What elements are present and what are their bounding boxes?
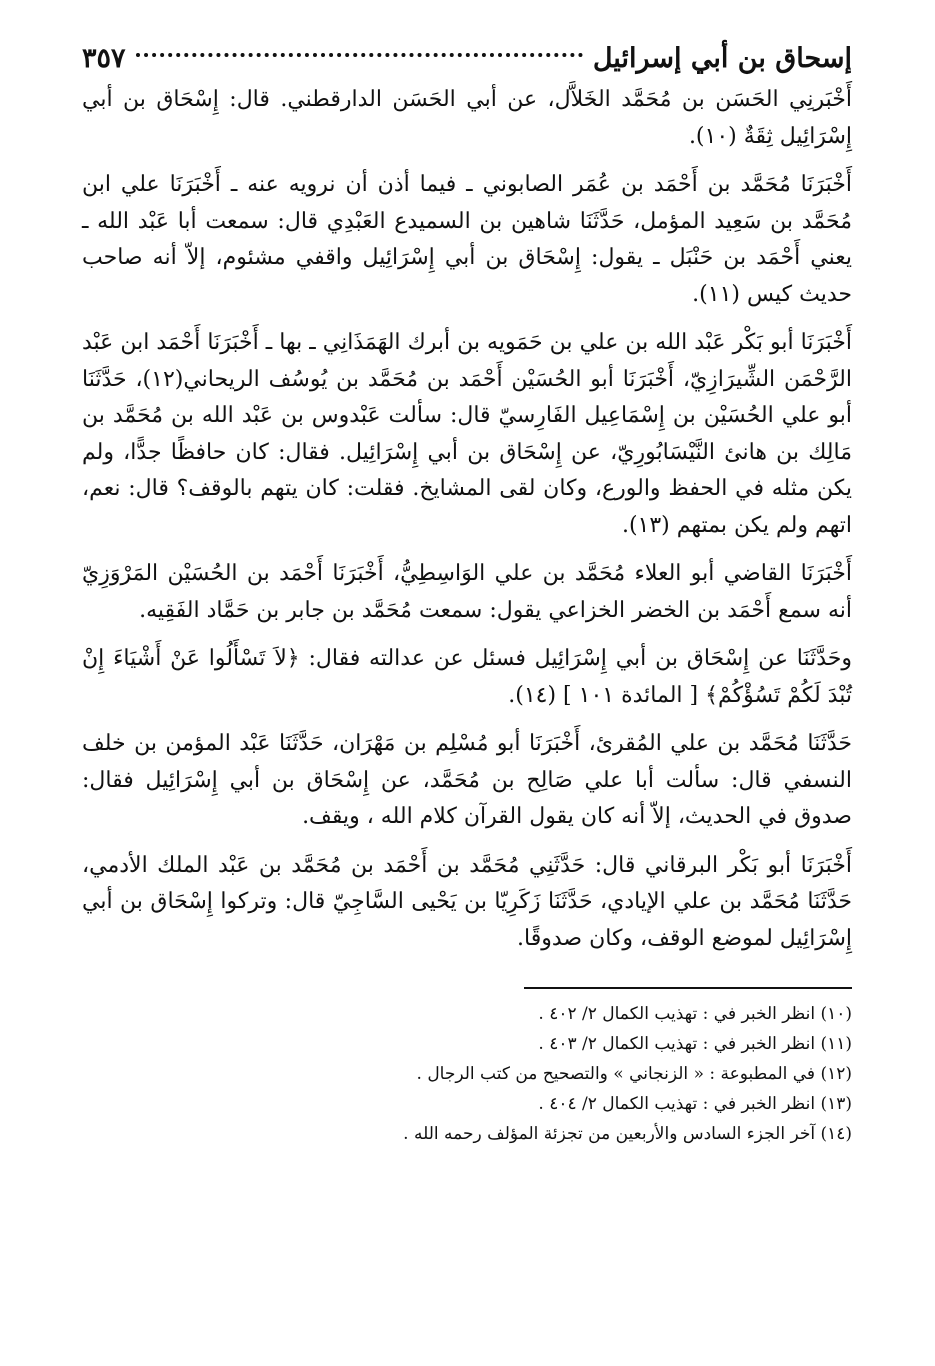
book-page — [82, 36, 852, 1149]
header-title: إسحاق بن أبي إسرائيل — [592, 43, 852, 74]
footnote-10: (١٠) انظر الخبر في : تهذيب الكمال ٢/ ٤٠٢ . — [538, 1004, 852, 1024]
paragraph-2: أَخْبَرَنَا مُحَمَّد بن أَحْمَد بن عُمَر الصابوني ـ فيما أذن أن نرويه عنه ـ أَخْبَرَنَا علي ابن مُحَمَّد بن سَعِيد المؤمل، حَدَّثَنَا شاهين بن السميدع العَبْدِي قال: سمعت أبا عَبْد الله ـ يعني أَحْمَد بن حَنْبَل ـ يقول: إِسْحَاق بن أبي إِسْرَائِيل واقفي مشئوم، إلاّ أنه صاحب حديث كيس (١١). — [82, 172, 852, 307]
footnote-14: (١٤) آخر الجزء السادس والأربعين من تجزئة المؤلف رحمه الله . — [403, 1124, 852, 1144]
dotted-leader — [136, 53, 583, 57]
running-header — [82, 36, 852, 82]
paragraph-3: أَخْبَرَنَا أبو بَكْر عَبْد الله بن علي بن حَمَويه بن أبرك الهَمَذَانِي ـ بها ـ أَخْبَرَنَا أَحْمَد ابن عَبْد الرَّحْمَن الشِّيرَازِيّ، أَخْبَرَنَا أبو الحُسَيْن أَحْمَد بن مُحَمَّد بن يُوسُف الريحاني(١٢)، حَدَّثَنَا أبو علي الحُسَيْن بن إِسْمَاعِيل الفَارِسيّ قال: سألت عَبْدوس بن عَبْد الله بن مُحَمَّد بن مَالِك بن هانئ النَّيْسَابُورِيّ، عن إِسْحَاق بن أبي إِسْرَائِيل. فقال: كان حافظًا جدًّا، ولم يكن مثله في الحفظ والورع، وكان لقى المشايخ. فقلت: كان يتهم بالوقف؟ قال: نعم، اتهم ولم يكن بمتهم (١٣). — [82, 330, 852, 538]
footnotes — [82, 999, 852, 1149]
paragraph-6: حَدَّثَنَا مُحَمَّد بن علي المُقرئ، أَخْبَرَنَا أبو مُسْلِم بن مَهْرَان، حَدَّثَنَا عَبْد المؤمن بن خلف النسفي قال: سألت أبا علي صَالِح بن مُحَمَّد، عن إِسْحَاق بن أبي إِسْرَائِيل فقال: صدوق في الحديث، إلاّ أنه كان يقول القرآن كلام الله ، ويقف. — [82, 731, 852, 829]
footnote-12: (١٢) في المطبوعة : « الزنجاني » والتصحيح من كتب الرجال . — [416, 1064, 852, 1084]
paragraph-7: أَخْبَرَنَا أبو بَكْر البرقاني قال: حَدَّثَنِي مُحَمَّد بن أَحْمَد بن مُحَمَّد بن عَبْد الملك الأدمي، حَدَّثَنَا مُحَمَّد بن علي الإيادي، حَدَّثَنَا زَكَرِيّا بن يَحْيى السَّاجِيّ قال: وتركوا إِسْحَاق بن أبي إِسْرَائِيل لموضع الوقف، وكان صدوقًا. — [82, 852, 852, 951]
footnote-11: (١١) انظر الخبر في : تهذيب الكمال ٢/ ٤٠٣ . — [538, 1034, 852, 1054]
footnote-divider — [524, 987, 852, 989]
paragraph-4: أَخْبَرَنَا القاضي أبو العلاء مُحَمَّد بن علي الوَاسِطِيُّ، أَخْبَرَنَا أَحْمَد بن الحُسَيْن المَرْوَزِيّ أنه سمع أَحْمَد بن الخضر الخزاعي يقول: سمعت مُحَمَّد بن جابر بن حَمَّاد الفَقِيه. — [82, 561, 852, 623]
footnote-13: (١٣) انظر الخبر في : تهذيب الكمال ٢/ ٤٠٤ . — [538, 1094, 852, 1114]
page-number: ٣٥٧ — [82, 43, 126, 74]
paragraph-1: أَخْبَرنِي الحَسَن بن مُحَمَّد الخَلاَّل، عن أبي الحَسَن الدارقطني. قال: إِسْحَاق بن أبي إِسْرَائِيل ثِقَةٌ (١٠). — [82, 87, 852, 149]
main-text — [82, 82, 852, 957]
paragraph-5: وحَدَّثَنَا عن إِسْحَاق بن أبي إِسْرَائِيل فسئل عن عدالته فقال: ﴿لاَ تَسْأَلُوا عَنْ أَشْيَاءَ إِنْ تُبْدَ لَكُمْ تَسُؤْكُمْ﴾ [ المائدة ١٠١ ] (١٤). — [82, 646, 852, 708]
